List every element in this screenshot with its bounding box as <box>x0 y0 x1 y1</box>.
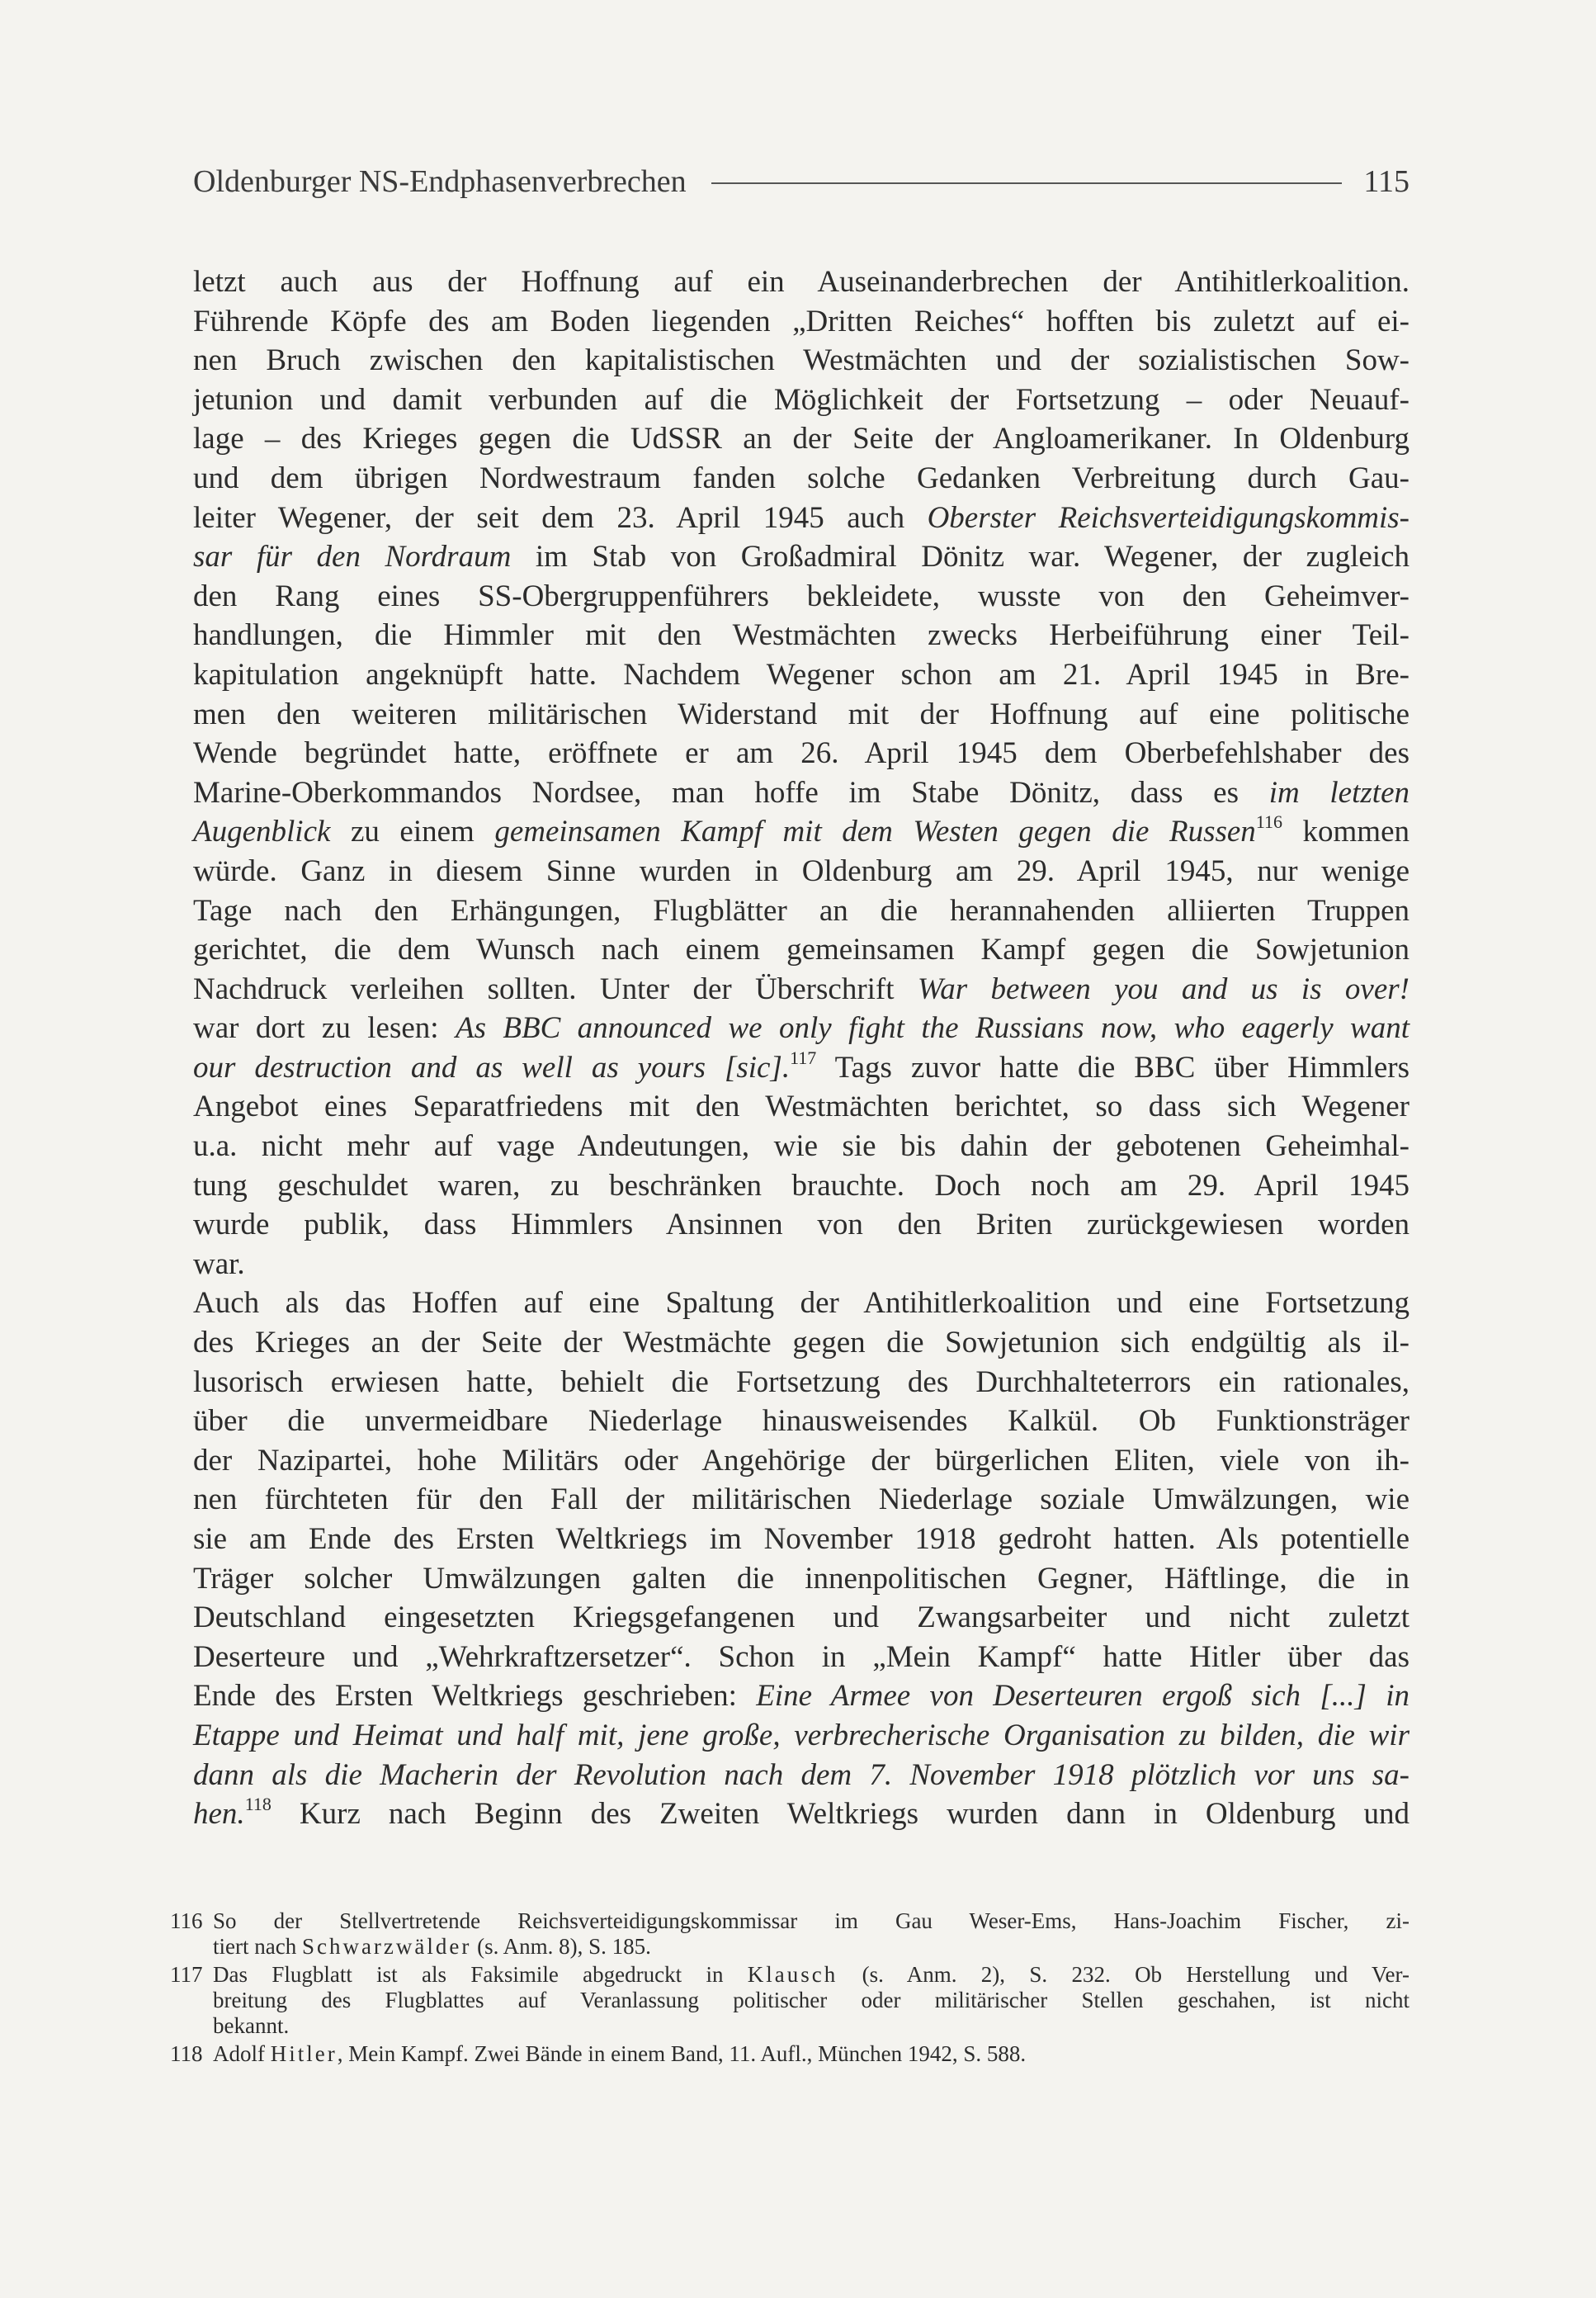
line-text: handlungen, die Himmler mit den Westmächten zwecks Herbeiführung einer Teil- <box>193 618 1409 653</box>
line-text: sie am Ende des Ersten Weltkriegs im November 1918 gedroht hatten. Als potentielle <box>193 1522 1409 1556</box>
author-name: Hitler <box>270 2041 338 2066</box>
footnote-text <box>213 1908 1409 1960</box>
line-text: Auch als das Hoffen auf eine Spaltung der Antihitlerkoalition und eine Fortsetzung <box>193 1286 1409 1321</box>
line-text: tiert nach <box>213 1934 302 1959</box>
line-text: Kurz nach Beginn des Zweiten Weltkriegs wurden dann in Oldenburg und <box>271 1797 1409 1832</box>
body-line <box>193 891 1409 931</box>
line-text: u.a. nicht mehr auf vage Andeutungen, wie sie bis dahin der gebotenen Geheimhal- <box>193 1129 1409 1164</box>
line-text: So der Stellvertretende Reichsverteidigungskommissar im Gau Weser-Ems, Hans-Joachim Fischer, zi- <box>213 1908 1409 1933</box>
line-text: des Krieges an der Seite der Westmächte gegen die Sowjetunion sich endgültig als il- <box>193 1326 1409 1360</box>
footnote <box>170 1962 1409 2039</box>
footnote-text <box>213 1962 1409 2039</box>
line-text: gerichtet, die dem Wunsch nach einem gemeinsamen Kampf gegen die Sowjetunion <box>193 933 1409 967</box>
line-text: Ende des Ersten Weltkriegs geschrieben: <box>193 1679 757 1714</box>
line-text: Adolf <box>213 2041 271 2066</box>
line-text: würde. Ganz in diesem Sinne wurden in Oldenburg am 29. April 1945, nur wenige <box>193 853 1409 888</box>
body-text <box>193 262 1409 1834</box>
line-text: Deutschland eingesetzten Kriegsgefangenen und Zwangsarbeiter und nicht zuletzt <box>193 1601 1409 1635</box>
italic-text: im letzten <box>1268 775 1409 810</box>
footnote <box>170 1908 1409 1960</box>
body-line <box>193 1166 1409 1206</box>
italic-text: Augenblick <box>193 815 331 849</box>
body-line <box>193 1716 1409 1756</box>
body-line <box>193 537 1409 577</box>
body-line <box>193 1441 1409 1481</box>
body-line <box>193 970 1409 1010</box>
body-line <box>193 695 1409 735</box>
body-line <box>193 1402 1409 1441</box>
footnote-line <box>213 2013 1409 2039</box>
line-text: Nachdruck verleihen sollten. Unter der Überschrift <box>193 972 918 1006</box>
footnote-text <box>213 2041 1409 2067</box>
body-line <box>193 1559 1409 1599</box>
footnote-line <box>213 1908 1409 1934</box>
line-text: war. <box>193 1246 245 1281</box>
footnotes <box>170 1908 1409 2069</box>
line-text: der Nazipartei, hohe Militärs oder Angehörige der bürgerlichen Eliten, viele von ih- <box>193 1443 1409 1478</box>
line-text: lusorisch erwiesen hatte, behielt die Fortsetzung des Durchhalteterrors ein rationales, <box>193 1364 1409 1399</box>
body-line <box>193 930 1409 970</box>
body-line <box>193 302 1409 342</box>
italic-text: dann als die Macherin der Revolution nach dem 7. November 1918 plötzlich vor uns sa- <box>193 1757 1409 1792</box>
body-line <box>193 1756 1409 1795</box>
body-line <box>193 1480 1409 1520</box>
italic-text: War between you and us is over! <box>917 972 1409 1006</box>
line-text: Träger solcher Umwälzungen galten die innenpolitischen Gegner, Häftlinge, die in <box>193 1561 1409 1596</box>
line-text: war dort zu lesen: <box>193 1011 456 1046</box>
footnote <box>170 2041 1409 2067</box>
body-line <box>193 1127 1409 1166</box>
line-text: Tags zuvor hatte die BBC über Himmlers <box>816 1050 1409 1085</box>
line-text: men den weiteren militärischen Widerstand mit der Hoffnung auf eine politische <box>193 697 1409 731</box>
footnote-line <box>213 1988 1409 2013</box>
running-header <box>193 160 1409 203</box>
body-line <box>193 1009 1409 1048</box>
footnote-line <box>213 1962 1409 1988</box>
line-text: Deserteure und „Wehrkraftzersetzer“. Schon in „Mein Kampf“ hatte Hitler über das <box>193 1639 1409 1674</box>
body-line <box>193 1598 1409 1638</box>
line-text: tung geschuldet waren, zu beschränken brauchte. Doch noch am 29. April 1945 <box>193 1168 1409 1203</box>
running-title: Oldenburger NS-Endphasenverbrechen <box>193 164 687 199</box>
italic-text: Eine Armee von Deserteuren ergoß sich [...] in <box>756 1679 1409 1714</box>
italic-text: hen. <box>193 1797 245 1832</box>
body-line <box>193 1048 1409 1088</box>
footnote-marker: 117 <box>790 1047 817 1068</box>
body-line <box>193 341 1409 381</box>
body-line <box>193 1794 1409 1834</box>
body-line <box>193 1087 1409 1127</box>
line-text: Wende begründet hatte, eröffnete er am 26. April 1945 dem Oberbefehlshaber des <box>193 736 1409 771</box>
body-line <box>193 459 1409 499</box>
line-text: leiter Wegener, der seit dem 23. April 1945 auch <box>193 500 928 535</box>
footnote-marker: 116 <box>1255 811 1282 832</box>
italic-text: As BBC announced we only fight the Russians now, who eagerly want <box>455 1011 1409 1046</box>
page-number: 115 <box>1363 164 1409 199</box>
body-line <box>193 655 1409 695</box>
body-line <box>193 1363 1409 1402</box>
italic-text: our destruction and as well as yours [sic]. <box>193 1050 791 1085</box>
body-line <box>193 577 1409 617</box>
line-text: nen Bruch zwischen den kapitalistischen Westmächten und der sozialistischen Sow- <box>193 343 1409 378</box>
footnote-marker: 118 <box>244 1793 272 1814</box>
body-line <box>193 1520 1409 1559</box>
author-name: Klausch <box>747 1962 838 1987</box>
header-rule <box>711 182 1343 184</box>
line-text: breitung des Flugblattes auf Veranlassung politischer oder militärischer Stellen geschahen, ist nicht <box>213 1988 1409 2012</box>
line-text: und dem übrigen Nordwestraum fanden solche Gedanken Verbreitung durch Gau- <box>193 461 1409 495</box>
body-line <box>193 1205 1409 1245</box>
line-text: (s. Anm. 8), S. 185. <box>471 1934 651 1959</box>
line-text: , Mein Kampf. Zwei Bände in einem Band, 11. Aufl., München 1942, S. 588. <box>337 2041 1027 2066</box>
line-text: bekannt. <box>213 2013 290 2038</box>
line-text: letzt auch aus der Hoffnung auf ein Auseinanderbrechen der Antihitlerkoalition. <box>193 265 1409 299</box>
footnote-line <box>213 2041 1409 2067</box>
body-line <box>193 419 1409 459</box>
body-line <box>193 499 1409 538</box>
body-line <box>193 1245 1409 1284</box>
italic-text: sar für den Nordraum <box>193 540 512 574</box>
line-text: kommen <box>1282 815 1410 849</box>
line-text: den Rang eines SS-Obergruppenführers bekleidete, wusste von den Geheimver- <box>193 579 1409 613</box>
body-line <box>193 812 1409 852</box>
line-text: zu einem <box>330 815 495 849</box>
author-name: Schwarzwälder <box>301 1934 472 1959</box>
body-line <box>193 1323 1409 1363</box>
line-text: Das Flugblatt ist als Faksimile abgedruckt in <box>213 1962 748 1987</box>
line-text: Tage nach den Erhängungen, Flugblätter an die herannahenden alliierten Truppen <box>193 893 1409 928</box>
footnote-number: 116 <box>170 1908 203 1933</box>
line-text: kapitulation angeknüpft hatte. Nachdem Wegener schon am 21. April 1945 in Bre- <box>193 657 1409 692</box>
line-text: Führende Köpfe des am Boden liegenden „Dritten Reiches“ hofften bis zuletzt auf ei- <box>193 304 1409 338</box>
line-text: über die unvermeidbare Niederlage hinausweisendes Kalkül. Ob Funktionsträger <box>193 1404 1409 1439</box>
body-line <box>193 262 1409 302</box>
line-text: nen fürchteten für den Fall der militärischen Niederlage soziale Umwälzungen, wie <box>193 1482 1409 1517</box>
body-line <box>193 852 1409 891</box>
body-line <box>193 734 1409 773</box>
italic-text: gemeinsamen Kampf mit dem Westen gegen die Russen <box>494 815 1256 849</box>
italic-text: Oberster Reichsverteidigungskommis- <box>927 500 1410 535</box>
body-line <box>193 1676 1409 1716</box>
body-line <box>193 1284 1409 1323</box>
body-line <box>193 616 1409 655</box>
body-line <box>193 1638 1409 1677</box>
footnote-line <box>213 1934 1409 1960</box>
line-text: jetunion und damit verbunden auf die Möglichkeit der Fortsetzung – oder Neuauf- <box>193 382 1409 417</box>
line-text: wurde publik, dass Himmlers Ansinnen von den Briten zurückgewiesen worden <box>193 1208 1409 1242</box>
body-line <box>193 773 1409 813</box>
footnote-number: 117 <box>170 1962 203 1987</box>
body-line <box>193 381 1409 420</box>
line-text: lage – des Krieges gegen die UdSSR an der Seite der Angloamerikaner. In Oldenburg <box>193 422 1409 456</box>
line-text: Angebot eines Separatfriedens mit den Westmächten berichtet, so dass sich Wegener <box>193 1090 1409 1124</box>
footnote-number: 118 <box>170 2041 203 2066</box>
italic-text: Etappe und Heimat und half mit, jene große, verbrecherische Organisation zu bilden, die wir <box>193 1718 1409 1752</box>
line-text: Marine-Oberkommandos Nordsee, man hoffe im Stabe Dönitz, dass es <box>193 775 1269 810</box>
line-text: im Stab von Großadmiral Dönitz war. Wegener, der zugleich <box>511 540 1409 574</box>
line-text: (s. Anm. 2), S. 232. Ob Herstellung und Ver- <box>838 1962 1409 1987</box>
